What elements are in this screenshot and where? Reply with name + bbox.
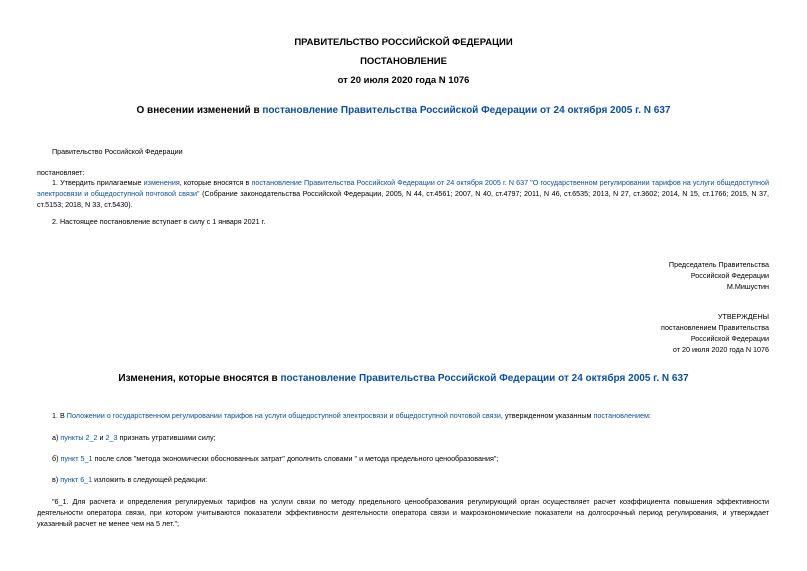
- item-a-end: признать утратившими силу;: [117, 433, 216, 442]
- point-6-1-link[interactable]: пункт 6_1: [60, 475, 93, 484]
- document-type-heading: ПОСТАНОВЛЕНИЕ: [360, 56, 447, 67]
- document-title-prefix: О внесении изменений в: [136, 105, 263, 116]
- item-b: [52, 453, 498, 464]
- item-v-start: в): [52, 475, 61, 484]
- quote-text: "6_1. Для расчета и определения регулируемых тарифов на услуги связи по методу предельного ценообразования регулирующий орган осуществляет расчет коэффициента повышения эффективности деятельности оператора связи, при котором учитываются показатели эффективности деятельности оператора связи и макроэкономические показатели на долгосрочный период регулирования, и утверждает указанный расчет не менее чем на 5 лет.";: [37, 497, 769, 528]
- regulation-link[interactable]: Положении о государственном регулировании тарифов на услуги общедоступной электросвязи и общедоступной почтовой связи: [66, 411, 501, 420]
- item-1-start: 1. В: [52, 411, 67, 420]
- signature-block: [669, 259, 769, 292]
- item-a-start: а): [52, 433, 61, 442]
- document-title: [0, 105, 807, 116]
- item-b-start: б): [52, 454, 61, 463]
- p1-decree-link[interactable]: постановление Правительства Российской Федерации от 24 октября 2005 г. N 637 "О государственном регулировании тарифов на услуги общедоступной электросвязи и общедоступной почтовой связи": [37, 178, 769, 198]
- item-v: [52, 474, 207, 485]
- p1-changes-link[interactable]: изменения: [143, 178, 180, 187]
- changes-title-link[interactable]: постановление Правительства Российской Федерации от 24 октября 2005 г. N 637: [280, 373, 689, 384]
- changes-title-prefix: Изменения, которые вносятся в: [118, 373, 281, 384]
- item-b-end: после слов "метода экономически обоснованных затрат" дополнить словами " и метода предельного ценообразования";: [92, 454, 499, 463]
- approved-line-1: УТВЕРЖДЕНЫ: [717, 312, 769, 321]
- p1-mid: , которые вносятся в: [179, 178, 252, 187]
- resolves-text: постановляет:: [37, 168, 85, 177]
- point-2-3-link[interactable]: 2_3: [105, 433, 118, 442]
- approved-block: [661, 311, 769, 355]
- quote-paragraph: [37, 496, 769, 529]
- approved-line-4: от 20 июля 2020 года N 1076: [672, 345, 769, 354]
- signature-line-2: Российской Федерации: [690, 271, 769, 280]
- decree-link[interactable]: постановлением: [593, 411, 649, 420]
- item-1-mid: , утвержденном указанным: [500, 411, 594, 420]
- approved-line-2: постановлением Правительства: [661, 323, 769, 332]
- document-title-link[interactable]: постановление Правительства Российской Федерации от 24 октября 2005 г. N 637: [262, 105, 671, 116]
- item-1-end: :: [648, 411, 651, 420]
- item-a-and: и: [97, 433, 106, 442]
- item-v-end: изложить в следующей редакции:: [92, 475, 208, 484]
- item-1: [52, 410, 651, 421]
- approved-line-3: Российской Федерации: [690, 334, 769, 343]
- document-date: от 20 июля 2020 года N 1076: [337, 75, 470, 86]
- point-5-1-link[interactable]: пункт 5_1: [60, 454, 93, 463]
- signature-line-1: Председатель Правительства: [668, 260, 769, 269]
- points-2-2-link[interactable]: пункты 2_2: [60, 433, 98, 442]
- paragraph-1: [37, 177, 769, 210]
- paragraph-2: 2. Настоящее постановление вступает в силу с 1 января 2021 г.: [52, 217, 266, 226]
- p1-start: 1. Утвердить прилагаемые: [52, 178, 144, 187]
- government-heading: ПРАВИТЕЛЬСТВО РОССИЙСКОЙ ФЕДЕРАЦИИ: [294, 37, 513, 48]
- item-a: [52, 432, 216, 443]
- changes-title: [0, 373, 807, 384]
- signature-line-3: М.Мишустин: [726, 282, 769, 291]
- p1-end: (Собрание законодательства Российской Федерации, 2005, N 44, ст.4561; 2007, N 40, ст.4797; 2011, N 46, ст.6535; 2013, N 27, ст.3602; 2014, N 15, ст.1766; 2015, N 37, ст.5153; 2018, N 33, ст.5430).: [37, 189, 770, 209]
- government-text: Правительство Российской Федерации: [52, 147, 183, 156]
